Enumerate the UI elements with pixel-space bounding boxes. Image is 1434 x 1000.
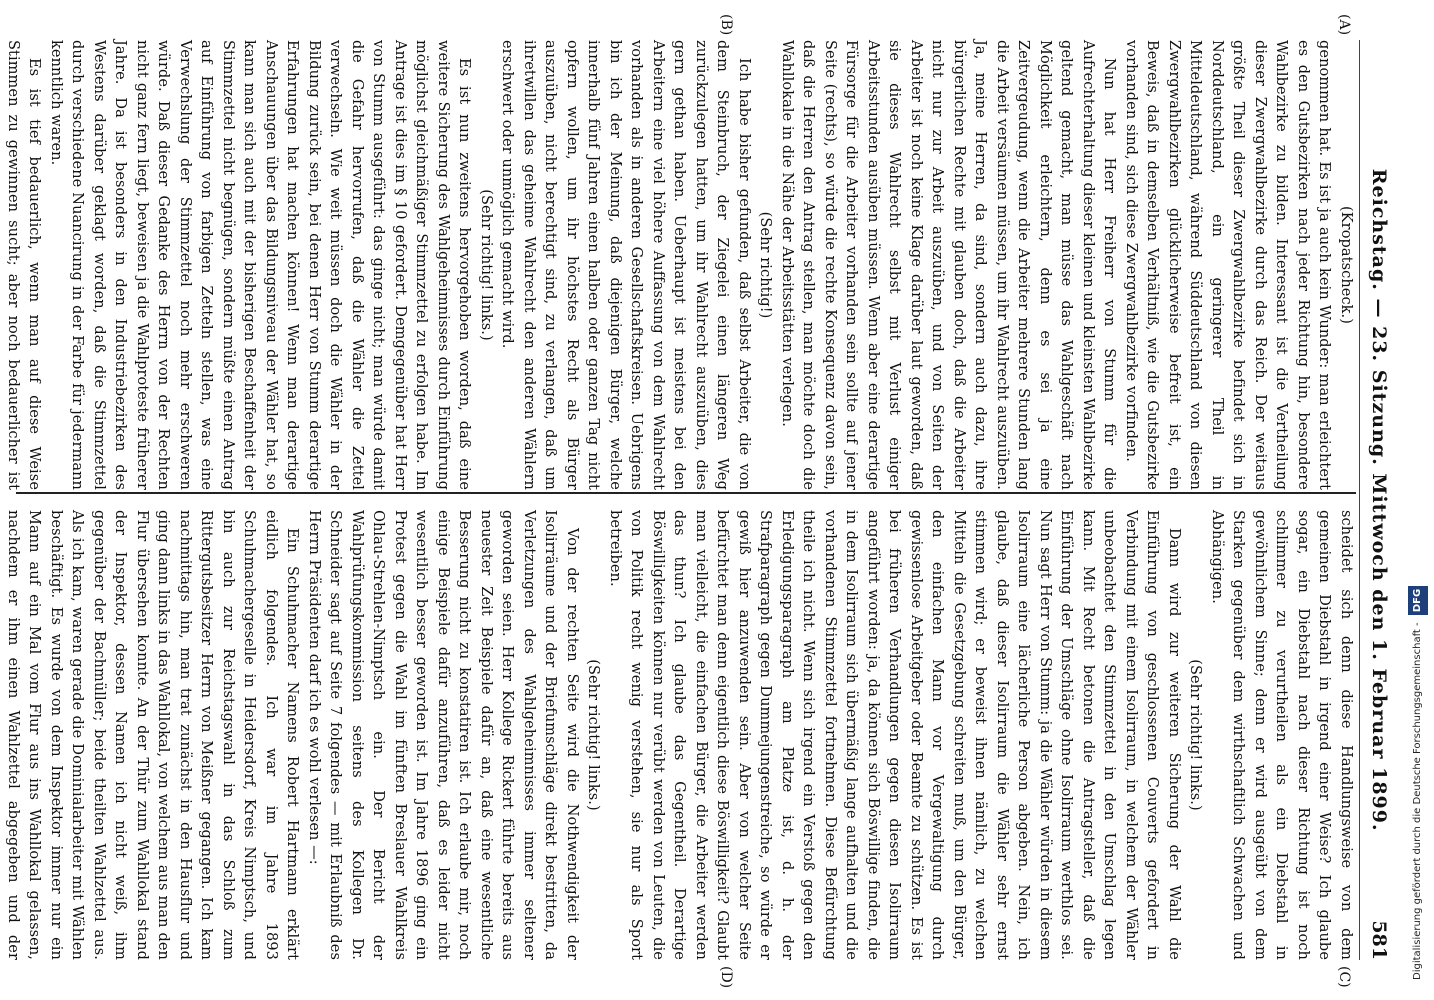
header-rule: [1359, 40, 1360, 960]
dfg-logo: DFG: [1408, 586, 1428, 615]
quote-paragraph: Ein Schuhmacher Namens Robert Hartmann erklärt eidlich folgendes. Ich war im Jahre 1893 Schuhmachergeselle in Heidersdorf, Kreis Nimptsch, und bin auch zur Reichstagswahl in das Schloß zum Rittergutsbesitzer Herrn von Meißner gegangen. Ich kam nachmittags hin, man trat zunächst in den Hausflur und ging dann links in das Wahllokal, von welchem aus man den Flur übersehen konnte. An der Thür zum Wahllokal stand der Inspektor, dessen Namen ich nicht weiß, ihm gegenüber der Bachmüller; beide theilten Wahlzettel aus. Als ich kam, waren gerade die Dominialarbeiter mit Wählen beschäftigt. Es wurde von dem Inspektor immer nur ein Mann auf ein Mal vom Flur aus ins Wahllokal gelassen, nachdem er ihm einen Wahlzettel abgegeben und der: [5, 510, 301, 960]
paragraph: genommen hat. Es ist ja auch kein Wunder: man erleichtert es den Gutsbezirken nach jeder Richtung hin, besondere Wahlbezirke zu bilden. Interessant ist die Vertheilung dieser Zwergwahlbezirke durch das Reich. Der weitaus größte Theil dieser Zwergwahlbezirke befindet sich in Norddeutschland, ein geringerer Theil in Mitteldeutschland, während Süddeutschland von diesen Zwergwahlbezirken glücklicherweise befreit ist, ein Beweis, daß in demselben Verhältniß, wie die Gutsbezirke vorhanden sind, sich diese Zwergwahlbezirke vorfinden.: [1123, 40, 1333, 490]
speaker-name: (Kropatscheck.): [1338, 205, 1354, 325]
digitization-stamp: [1408, 200, 1428, 980]
interjection: (Sehr richtig! links.): [1187, 659, 1204, 811]
margin-marker-c: (C): [1336, 966, 1352, 988]
margin-marker-a: (A): [1336, 14, 1352, 36]
paragraph: scheidet sich denn diese Handlungsweise von dem gemeinen Diebstahl in irgend einer Weise? Ich glaube sogar, ein Diebstahl nach dieser Richtung ist noch schlimmer zu verurtheilen als ein Diebstahl in gewöhnlichem Sinne; denn er wird ausgeübt von dem Starken gegenüber dem wirthschaftlich Schwachen und Abhängigen.: [1209, 510, 1354, 960]
paragraph: Von der rechten Seite wird die Nothwendigkeit der Isolirräume und der Briefumschläge direkt bestritten, da Verletzungen des Wahlgeheimnisses immer seltener geworden seien. Herr Kollege Rickert führte bereits aus neuester Zeit Beispiele dafür an, daß eine wesentliche Besserung nicht zu konstatiren ist. Ich erlaube mir, noch einige Beispiele dafür anzuführen, daß es leider nicht wesentlich besser geworden ist. Im Jahre 1896 ging ein Protest gegen die Wahl im fünften Breslauer Wahlkreis Ohlau-Strehlen-Nimptsch ein. Der Bericht der Wahlprüfungskommission seitens des Kollegen Dr. Schneider sagt auf Seite 7 folgendes — mit Erlaubniß des Herrn Präsidenten darf ich es wohl verlesen —:: [306, 510, 580, 960]
paragraph: Es ist tief bedauerlich, wenn man auf diese Weise Stimmen zu gewinnen sucht; aber noch bedauerlicher ist: [5, 40, 43, 490]
margin-marker-b: (B): [718, 14, 734, 36]
interjection: (Sehr richtig! links.): [585, 659, 602, 811]
margin-marker-d: (D): [718, 966, 734, 989]
right-column: [5, 510, 1356, 960]
stamp-text: Digitalisierung gefördert durch die Deutsche Forschungsgemeinschaft -: [1412, 622, 1423, 980]
paragraph: Ich habe bisher gefunden, daß selbst Arbeiter, die von dem Steinbruch, der Ziegelei einen längeren Weg zurückzulegen hatten, um ihr Wahlrecht auszuüben, dies gern gethan haben. Ueberhaupt ist meistens bei den Arbeitern eine viel höhere Auffassung von dem Wahlrecht vorhanden als in anderen Gesellschaftskreisen. Uebrigens bin ich der Meinung, daß diejenigen Bürger, welche innerhalb fünf Jahren einen halben oder ganzen Tag nicht opfern wollen, um ihr höchstes Recht als Bürger auszuüben, nicht berechtigt sind, zu verlangen, daß um ihretwillen das geheime Wahlrecht den anderen Wählern erschwert oder unmöglich gemacht wird.: [499, 40, 752, 490]
left-column: [5, 40, 1356, 491]
page-title: Reichstag. — 23. Sitzung. Mittwoch den 1. Februar 1899.: [1368, 168, 1390, 832]
column-divider: [16, 492, 1356, 494]
page-header: [1364, 40, 1394, 960]
paragraph: Dann wird zur weiteren Sicherung der Wahl die Einführung von geschlossenen Couverts gefordert in Verbindung mit einem Isolirraum, in welchem der Wähler unbeobachtet den Stimmzettel in den Umschlag legen kann. Mit Recht betonen die Antragsteller, daß die Einführung der Umschläge ohne Isolirraum werthlos sei. Nun sagt Herr von Stumm: ja die Wähler würden in diesem Isolirraum eine lächerliche Person abgeben. Nein, ich glaube, daß dieser Isolirraum die Wähler sehr ernst stimmen wird; er beweist ihnen nämlich, zu welchen Mitteln die Gesetzgebung schreiten muß, um den Bürger, den einfachen Mann vor Vergewaltigung durch gewissenlose Arbeitgeber oder Beamte zu schützen. Es ist bei früheren Verhandlungen gegen diesen Isolirraum angeführt worden: ja, da können sich Böswillige finden, die in dem Isolirraum sich übermäßig lange aufhalten und die vorhandenen Stimmzettel fortnehmen. Diese Befürchtung theile ich nicht. Wenn sich irgend ein Verstoß gegen den Erledigungsparagraph am Platze ist, d. h. der Strafparagraph gegen Dummejungenstreiche, so würde er gewiß hier anzuwenden sein. Aber von welcher Seite befürchtet man denn eigentlich diese Böswilligkeit? Glaubt man vielleicht, die einfachen Bürger, die Arbeiter werden das thun? Ich glaube das Gegentheil. Derartige Böswilligkeiten können nur verübt werden von Leuten, die von Politik recht wenig verstehen, sie nur als Sport betreiben.: [607, 510, 1182, 960]
paragraph: Es ist nun zweitens hervorgehoben worden, daß eine weitere Sicherung des Wahlgeheimnisses durch Einführung möglichst gleichmäßiger Stimmzettel zu erfolgen habe. Im Antrage ist dies im § 10 gefordert. Demgegenüber hat Herr von Stumm ausgeführt: das ginge nicht; man würde damit die Gefahr hervorrufen, daß die Wähler die Zettel verwechseln. Wie weit müssen doch die Wähler in der Bildung zurück sein, bei denen Herr von Stumm derartige Erfahrungen hat machen können! Wenn man derartige Anschauungen über das Bildungsniveau der Wähler hat, so kann man sich auch mit der bisherigen Beschaffenheit der Stimmzettel nicht begnügen, sondern müßte einen Antrag auf Einführung von farbigen Zetteln stellen, was eine Verwechslung der Stimmzettel noch mehr erschweren würde. Daß dieser Gedanke des Herrn von der Rechten nicht ganz fern liegt, beweisen ja die Wahlproteste früherer Jahre. Da ist besonders in den Industriebezirken des Westens darüber geklagt worden, daß die Stimmzettel durch verschiedene Nuancirung in der Farbe für jedermann kenntlich waren.: [48, 40, 473, 490]
page-number: 581: [1368, 920, 1390, 960]
interjection: (Sehr richtig!): [757, 211, 774, 319]
paragraph: Nun hat Herr Freiherr von Stumm für die Aufrechterhaltung dieser kleinen und kleinsten Wahlbezirke geltend gemacht, man müsse das Wahlgeschäft nach Möglichkeit erleichtern, denn es sei ja eine Zeitvergeudung, wenn die Arbeiter mehrere Stunden lang die Arbeit versäumen müssen, um ihr Wahlrecht auszuüben. Ja, meine Herren, da sind, sondern auch dazu, ihre bürgerlichen Rechte mit glauben doch, daß die Arbeiter nicht nur zur Arbeit auszuüben, und von Seiten der Arbeiter ist noch keine Klage darüber laut geworden, daß sie dieses Wahlrecht selbst mit Verlust einiger Arbeitsstunden ausüben müssen. Wenn aber eine derartige Fürsorge für die Arbeiter vorhanden sein sollte auf jener Seite (rechts), so würde die rechte Konsequenz davon sein, daß die Herren den Antrag stellen, man möchte doch die Wahllokale in die Nähe der Arbeitsstätten verlegen.: [779, 40, 1118, 491]
interjection: (Sehr richtig! links.): [478, 189, 494, 341]
